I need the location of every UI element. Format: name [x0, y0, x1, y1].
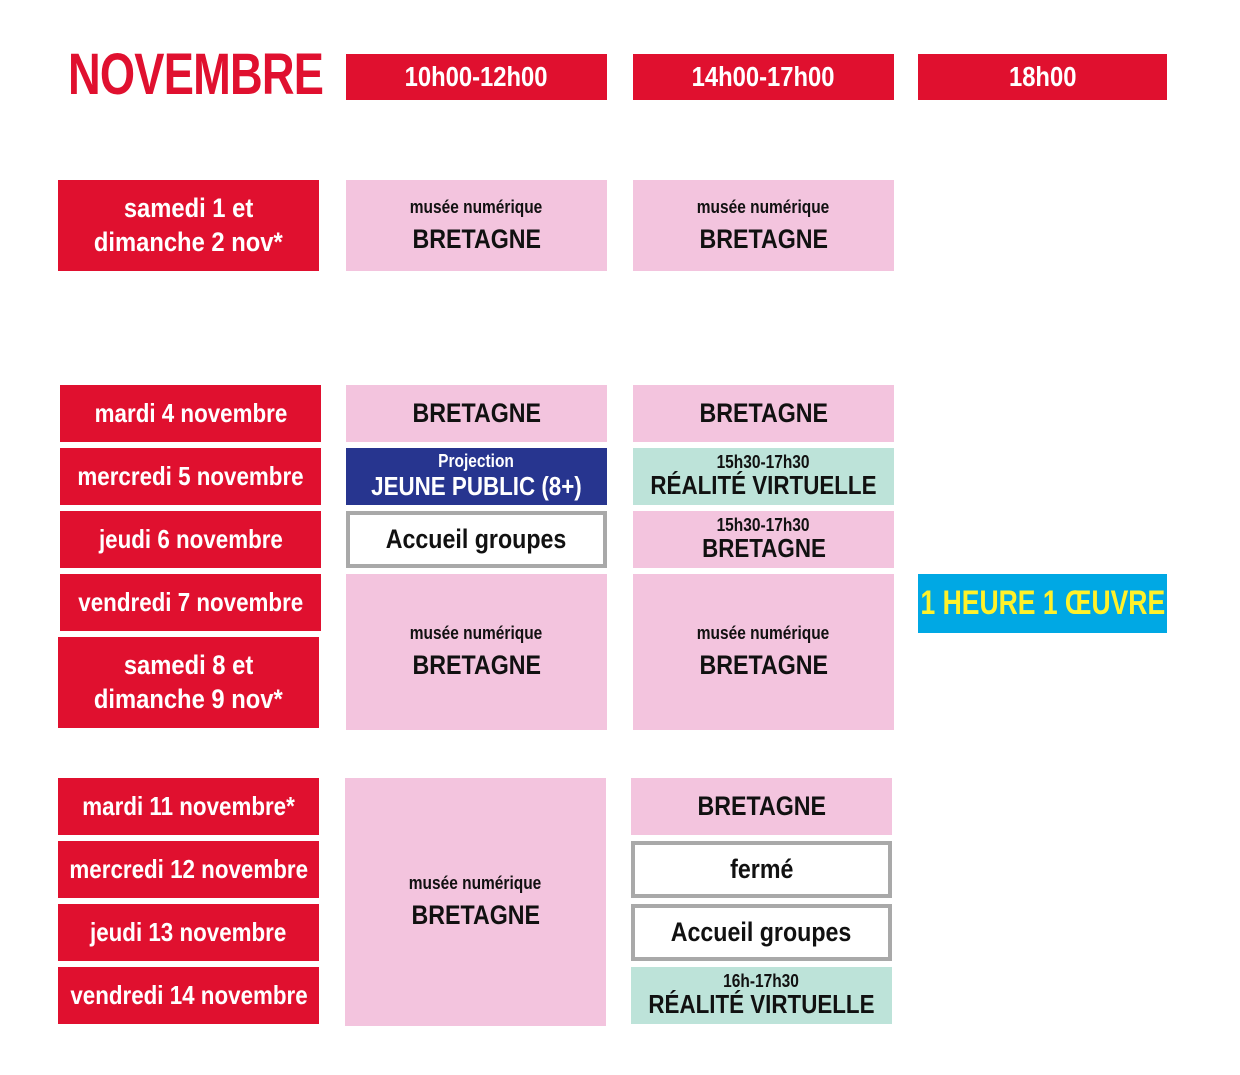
- slot-11-14-nov-morning: musée numérique BRETAGNE: [345, 778, 606, 1026]
- slot-4-nov-morning: BRETAGNE: [346, 385, 607, 442]
- slot-12-nov-afternoon: fermé: [631, 841, 892, 898]
- slot-1-2-nov-morning: musée numérique BRETAGNE: [346, 180, 607, 271]
- header-14h-17h: 14h00-17h00: [633, 54, 894, 100]
- day-label-6-nov: jeudi 6 novembre: [60, 511, 321, 568]
- slot-7-nov-evening: 1 HEURE 1 ŒUVRE: [918, 574, 1167, 633]
- day-label-7-nov: vendredi 7 novembre: [60, 574, 321, 631]
- day-label-11-nov: mardi 11 novembre*: [58, 778, 319, 835]
- page-title: NOVEMBRE: [68, 42, 324, 107]
- header-10h-12h: 10h00-12h00: [346, 54, 607, 100]
- slot-14-nov-afternoon: 16h-17h30 RÉALITÉ VIRTUELLE: [631, 967, 892, 1024]
- slot-6-nov-morning: Accueil groupes: [346, 511, 607, 568]
- slot-7-9-nov-afternoon: musée numérique BRETAGNE: [633, 574, 894, 730]
- slot-4-nov-afternoon: BRETAGNE: [633, 385, 894, 442]
- slot-11-nov-afternoon: BRETAGNE: [631, 778, 892, 835]
- day-label-1-2-nov: samedi 1 et dimanche 2 nov*: [58, 180, 319, 271]
- day-label-12-nov: mercredi 12 novembre: [58, 841, 319, 898]
- day-label-8-9-nov: samedi 8 et dimanche 9 nov*: [58, 637, 319, 728]
- day-label-5-nov: mercredi 5 novembre: [60, 448, 321, 505]
- header-18h: 18h00: [918, 54, 1167, 100]
- slot-6-nov-afternoon: 15h30-17h30 BRETAGNE: [633, 511, 894, 568]
- slot-1-2-nov-afternoon: musée numérique BRETAGNE: [633, 180, 894, 271]
- slot-13-nov-afternoon: Accueil groupes: [631, 904, 892, 961]
- slot-5-nov-afternoon: 15h30-17h30 RÉALITÉ VIRTUELLE: [633, 448, 894, 505]
- slot-7-9-nov-morning: musée numérique BRETAGNE: [346, 574, 607, 730]
- day-label-4-nov: mardi 4 novembre: [60, 385, 321, 442]
- day-label-13-nov: jeudi 13 novembre: [58, 904, 319, 961]
- day-label-14-nov: vendredi 14 novembre: [58, 967, 319, 1024]
- slot-5-nov-morning: Projection JEUNE PUBLIC (8+): [346, 448, 607, 505]
